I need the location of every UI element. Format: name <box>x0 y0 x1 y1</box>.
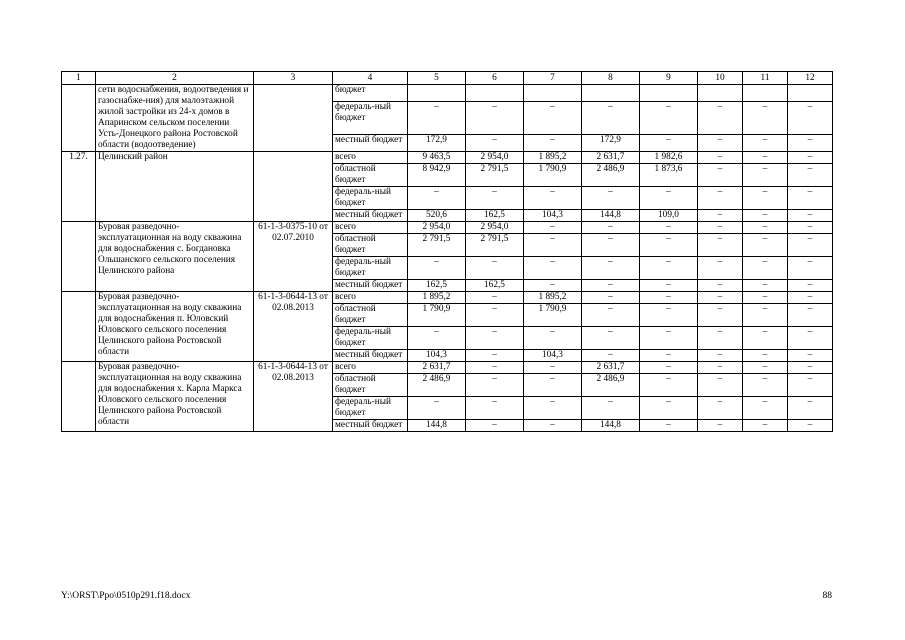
value-cell: – <box>466 292 524 304</box>
value-cell: – <box>743 210 788 222</box>
value-cell: – <box>788 397 833 420</box>
header-cell: 5 <box>408 72 466 85</box>
value-cell: – <box>640 292 698 304</box>
value-cell: – <box>640 327 698 350</box>
value-cell: – <box>743 420 788 432</box>
value-cell <box>582 85 640 102</box>
header-row <box>62 72 833 85</box>
value-cell: – <box>640 134 698 151</box>
value-cell: 1 895,2 <box>408 292 466 304</box>
funding-source: местный бюджет <box>333 134 408 151</box>
value-cell: – <box>788 350 833 362</box>
value-cell: – <box>698 362 743 374</box>
value-cell: 2 791,5 <box>466 164 524 187</box>
funding-source: областной бюджет <box>333 234 408 257</box>
value-cell: – <box>408 187 466 210</box>
value-cell: – <box>743 222 788 234</box>
header-cell: 12 <box>788 72 833 85</box>
funding-source: областной бюджет <box>333 164 408 187</box>
value-cell <box>698 85 743 102</box>
value-cell: – <box>698 374 743 397</box>
funding-source: бюджет <box>333 85 408 102</box>
value-cell: – <box>466 134 524 151</box>
value-cell: 520,6 <box>408 210 466 222</box>
value-cell: – <box>698 292 743 304</box>
value-cell: 104,3 <box>524 210 582 222</box>
value-cell: – <box>698 280 743 292</box>
value-cell <box>640 85 698 102</box>
value-cell: – <box>582 257 640 280</box>
funding-source: всего <box>333 362 408 374</box>
funding-source: федераль-ный бюджет <box>333 102 408 135</box>
value-cell: – <box>788 327 833 350</box>
value-cell: 1 790,9 <box>524 164 582 187</box>
value-cell: – <box>640 374 698 397</box>
value-cell: – <box>524 280 582 292</box>
value-cell: 144,8 <box>582 420 640 432</box>
value-cell: 104,3 <box>408 350 466 362</box>
value-cell: – <box>582 102 640 135</box>
item-number <box>62 85 96 152</box>
value-cell: – <box>788 280 833 292</box>
funding-source: областной бюджет <box>333 374 408 397</box>
value-cell: 2 631,7 <box>582 152 640 164</box>
value-cell: 1 873,6 <box>640 164 698 187</box>
value-cell: – <box>788 222 833 234</box>
value-cell: – <box>466 374 524 397</box>
funding-source: местный бюджет <box>333 350 408 362</box>
value-cell: – <box>698 210 743 222</box>
expertise-doc: 61-1-3-0644-13 от 02.08.2013 <box>254 362 333 432</box>
expertise-doc: 61-1-3-0375-10 от 02.07.2010 <box>254 222 333 292</box>
value-cell: – <box>698 222 743 234</box>
footer-page-number: 88 <box>822 591 832 601</box>
header-cell: 8 <box>582 72 640 85</box>
table-row <box>62 292 833 304</box>
funding-source: федераль-ный бюджет <box>333 257 408 280</box>
funding-source: местный бюджет <box>333 280 408 292</box>
value-cell: – <box>743 134 788 151</box>
value-cell: 2 791,5 <box>466 234 524 257</box>
value-cell: 2 954,0 <box>408 222 466 234</box>
header-cell: 2 <box>96 72 254 85</box>
value-cell: – <box>788 292 833 304</box>
value-cell: – <box>698 152 743 164</box>
expertise-doc: 61-1-3-0644-13 от 02.08.2013 <box>254 292 333 362</box>
object-name: сети водоснабжения, водоотведения и газоснабже-ния) для малоэтажной жилой застройки из 24-х домов в Апаринском сельском поселении Усть-Донецкого района Ростовской области (водоотведение) <box>96 85 254 152</box>
value-cell: – <box>640 257 698 280</box>
value-cell: – <box>640 187 698 210</box>
value-cell: 1 790,9 <box>408 304 466 327</box>
value-cell: – <box>640 420 698 432</box>
value-cell: – <box>698 187 743 210</box>
value-cell: – <box>524 234 582 257</box>
header-cell: 11 <box>743 72 788 85</box>
value-cell: – <box>408 102 466 135</box>
value-cell: 162,5 <box>466 210 524 222</box>
value-cell: – <box>788 152 833 164</box>
value-cell: 2 486,9 <box>408 374 466 397</box>
value-cell: – <box>640 350 698 362</box>
funding-source: федераль-ный бюджет <box>333 187 408 210</box>
value-cell: 1 982,6 <box>640 152 698 164</box>
value-cell: – <box>640 222 698 234</box>
value-cell: – <box>582 234 640 257</box>
value-cell: – <box>698 164 743 187</box>
value-cell: 172,9 <box>582 134 640 151</box>
value-cell: – <box>640 362 698 374</box>
footer-file-path: Y:\ORST\Ppo\0510p291.f18.docx <box>61 591 191 601</box>
value-cell: 9 463,5 <box>408 152 466 164</box>
value-cell: – <box>582 222 640 234</box>
value-cell: – <box>408 397 466 420</box>
item-number: 1.27. <box>62 152 96 222</box>
value-cell: – <box>466 304 524 327</box>
value-cell: – <box>788 164 833 187</box>
value-cell: 2 486,9 <box>582 374 640 397</box>
funding-source: всего <box>333 222 408 234</box>
table-row <box>62 222 833 234</box>
value-cell: 2 954,0 <box>466 152 524 164</box>
value-cell: – <box>524 362 582 374</box>
value-cell: – <box>788 420 833 432</box>
value-cell: – <box>698 420 743 432</box>
value-cell: – <box>743 350 788 362</box>
value-cell: – <box>582 397 640 420</box>
value-cell: 2 631,7 <box>582 362 640 374</box>
value-cell: – <box>524 187 582 210</box>
object-name: Буровая разведочно-эксплуатационная на воду скважина для водоснабжения п. Юловский Юловского сельского поселения Целинского района Ростовской области <box>96 292 254 362</box>
funding-source: федераль-ный бюджет <box>333 397 408 420</box>
value-cell: – <box>466 350 524 362</box>
value-cell: – <box>640 304 698 327</box>
value-cell: – <box>466 327 524 350</box>
value-cell: – <box>788 134 833 151</box>
value-cell: 144,8 <box>582 210 640 222</box>
value-cell: – <box>788 187 833 210</box>
value-cell <box>408 85 466 102</box>
value-cell: 2 954,0 <box>466 222 524 234</box>
value-cell: – <box>698 257 743 280</box>
header-cell: 1 <box>62 72 96 85</box>
value-cell: – <box>788 374 833 397</box>
value-cell: – <box>582 327 640 350</box>
header-cell: 9 <box>640 72 698 85</box>
value-cell: – <box>640 397 698 420</box>
value-cell: – <box>582 187 640 210</box>
expertise-doc <box>254 85 333 152</box>
value-cell: – <box>466 420 524 432</box>
value-cell: – <box>640 234 698 257</box>
value-cell: 1 895,2 <box>524 152 582 164</box>
value-cell: – <box>788 304 833 327</box>
value-cell: 104,3 <box>524 350 582 362</box>
value-cell: – <box>698 304 743 327</box>
value-cell: – <box>743 257 788 280</box>
value-cell: – <box>640 102 698 135</box>
value-cell: – <box>524 397 582 420</box>
value-cell: – <box>524 222 582 234</box>
object-name: Буровая разведочно-эксплуатационная на воду скважина для водоснабжения с. Богдановка Ольшанского сельского поселения Целинского района <box>96 222 254 292</box>
value-cell: – <box>698 102 743 135</box>
header-cell: 3 <box>254 72 333 85</box>
document-page <box>61 71 832 432</box>
object-name: Буровая разведочно-эксплуатационная на воду скважина для водоснабжения х. Карла Маркса Юловского сельского поселения Целинского района Ростовской области <box>96 362 254 432</box>
value-cell: – <box>524 257 582 280</box>
value-cell: – <box>466 362 524 374</box>
value-cell: – <box>743 362 788 374</box>
item-number <box>62 222 96 292</box>
value-cell: – <box>743 280 788 292</box>
value-cell: – <box>743 187 788 210</box>
value-cell: 2 486,9 <box>582 164 640 187</box>
value-cell: – <box>640 280 698 292</box>
value-cell: 109,0 <box>640 210 698 222</box>
funding-source: всего <box>333 292 408 304</box>
table-row <box>62 362 833 374</box>
value-cell: – <box>788 102 833 135</box>
value-cell: 2 631,7 <box>408 362 466 374</box>
value-cell: – <box>466 187 524 210</box>
budget-table <box>61 71 833 432</box>
value-cell: – <box>743 234 788 257</box>
header-cell: 10 <box>698 72 743 85</box>
value-cell: – <box>582 292 640 304</box>
value-cell: – <box>524 374 582 397</box>
value-cell: – <box>698 134 743 151</box>
value-cell <box>743 85 788 102</box>
value-cell: – <box>408 257 466 280</box>
value-cell: – <box>698 397 743 420</box>
value-cell: – <box>524 134 582 151</box>
value-cell: 1 895,2 <box>524 292 582 304</box>
value-cell: – <box>466 397 524 420</box>
value-cell: – <box>743 152 788 164</box>
value-cell: – <box>408 327 466 350</box>
value-cell: – <box>743 374 788 397</box>
value-cell: – <box>743 327 788 350</box>
value-cell: – <box>788 257 833 280</box>
value-cell: – <box>743 164 788 187</box>
table-row <box>62 85 833 102</box>
header-cell: 6 <box>466 72 524 85</box>
object-name: Целинский район <box>96 152 254 222</box>
value-cell: 162,5 <box>408 280 466 292</box>
value-cell: 144,8 <box>408 420 466 432</box>
header-cell: 4 <box>333 72 408 85</box>
value-cell: – <box>466 102 524 135</box>
value-cell: – <box>524 420 582 432</box>
value-cell: – <box>524 327 582 350</box>
value-cell: – <box>524 102 582 135</box>
value-cell: 162,5 <box>466 280 524 292</box>
value-cell: – <box>743 292 788 304</box>
funding-source: местный бюджет <box>333 420 408 432</box>
value-cell: 1 790,9 <box>524 304 582 327</box>
value-cell: – <box>698 234 743 257</box>
value-cell: 2 791,5 <box>408 234 466 257</box>
value-cell: – <box>582 304 640 327</box>
item-number <box>62 292 96 362</box>
value-cell <box>466 85 524 102</box>
value-cell: – <box>582 350 640 362</box>
value-cell: – <box>582 280 640 292</box>
value-cell <box>788 85 833 102</box>
table-row <box>62 152 833 164</box>
value-cell: 8 942,9 <box>408 164 466 187</box>
value-cell: – <box>788 362 833 374</box>
value-cell: – <box>698 350 743 362</box>
value-cell: – <box>788 234 833 257</box>
funding-source: всего <box>333 152 408 164</box>
value-cell: – <box>788 210 833 222</box>
value-cell: – <box>466 257 524 280</box>
expertise-doc <box>254 152 333 222</box>
value-cell: – <box>743 397 788 420</box>
value-cell: – <box>743 102 788 135</box>
header-cell: 7 <box>524 72 582 85</box>
funding-source: местный бюджет <box>333 210 408 222</box>
value-cell <box>524 85 582 102</box>
value-cell: – <box>698 327 743 350</box>
value-cell: – <box>743 304 788 327</box>
funding-source: областной бюджет <box>333 304 408 327</box>
funding-source: федераль-ный бюджет <box>333 327 408 350</box>
value-cell: 172,9 <box>408 134 466 151</box>
item-number <box>62 362 96 432</box>
